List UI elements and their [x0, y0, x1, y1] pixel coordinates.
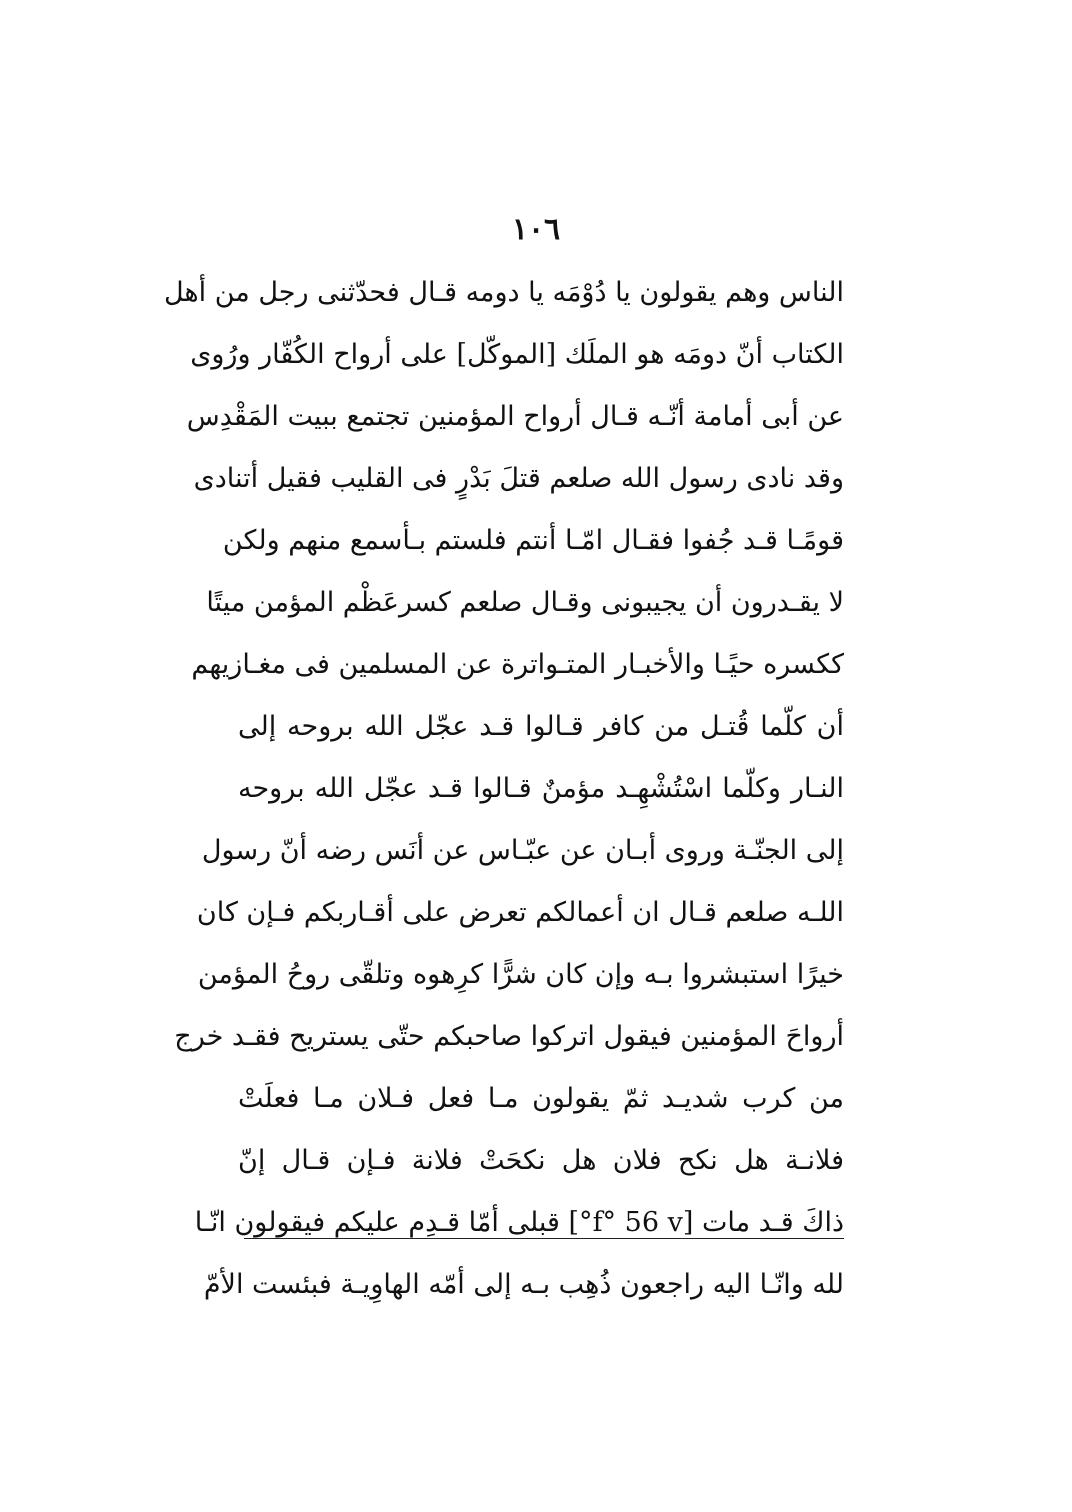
text-line: عن أبى أمامة أنّـه قـال أرواح المؤمنين تجتمع ببيت المَقْدِس [186, 401, 844, 432]
text-line: فلانـة هل نكح فلان هل نكحَتْ فلانة فـإن قـال إنّ [238, 1145, 844, 1176]
text-line: الكتاب أنّ دومَه هو الملَك [الموكّل] على أرواح الكُفّار ورُوى [190, 339, 844, 370]
text-line: اللـه صلعم قـال ان أعمالكم تعرض على أقـاربكم فـإن كان [196, 897, 844, 928]
text-line: لله وانّـا اليه راجعون ذُهِب بـه إلى أمّه الهاوِيـة فبئست الأمّ [203, 1269, 844, 1300]
text-line: النـار وكلّما اسْتُشْهِـد مؤمنٌ قـالوا قـد عجّل الله بروحه [238, 773, 844, 804]
text-line: أن كلّما قُتـل من كافر قـالوا قـد عجّل الله بروحه إلى [238, 711, 844, 742]
text-line: ككسره حيًـا والأخبـار المتـواترة عن المسلمين فى مغـازيهم [191, 649, 844, 680]
page-number: ١٠٦ [511, 212, 561, 247]
text-line: أرواحَ المؤمنين فيقول اتركوا صاحبكم حتّى يستريح فقـد خرج [174, 1021, 844, 1052]
text-line: إلى الجنّـة وروى أبـان عن عبّـاس عن أنَس رضه أنّ رسول [201, 835, 844, 866]
text-line: خيرًا استبشروا بـه وإن كان شرًّا كرِهوه وتلقّى روحُ المؤمن [197, 959, 844, 990]
text-line: لا يقـدرون أن يجيبونى وقـال صلعم كسرعَظْم المؤمن ميتًا [206, 587, 844, 618]
text-line: من كرب شديـد ثمّ يقولون مـا فعل فـلان مـا فعلَتْ [238, 1083, 844, 1114]
text-line: ذاكَ قـد مات [f° 56 v°] قبلى أمّا قـدِم عليكم فيقولون انّـا [194, 1207, 844, 1238]
text-line: قومًـا قـد جُفوا فقـال امّـا أنتم فلستم بـأسمع منهم ولكن [222, 525, 844, 556]
text-line: الناس وهم يقولون يا دُوْمَه يا دومه قـال فحدّثنى رجل من أهل [163, 277, 844, 308]
divider [244, 1238, 844, 1239]
text-line: وقد نادى رسول الله صلعم قتلَ بَدْرٍ فى القليب فقيل أتنادى [193, 463, 844, 494]
body-text [163, 262, 844, 1316]
